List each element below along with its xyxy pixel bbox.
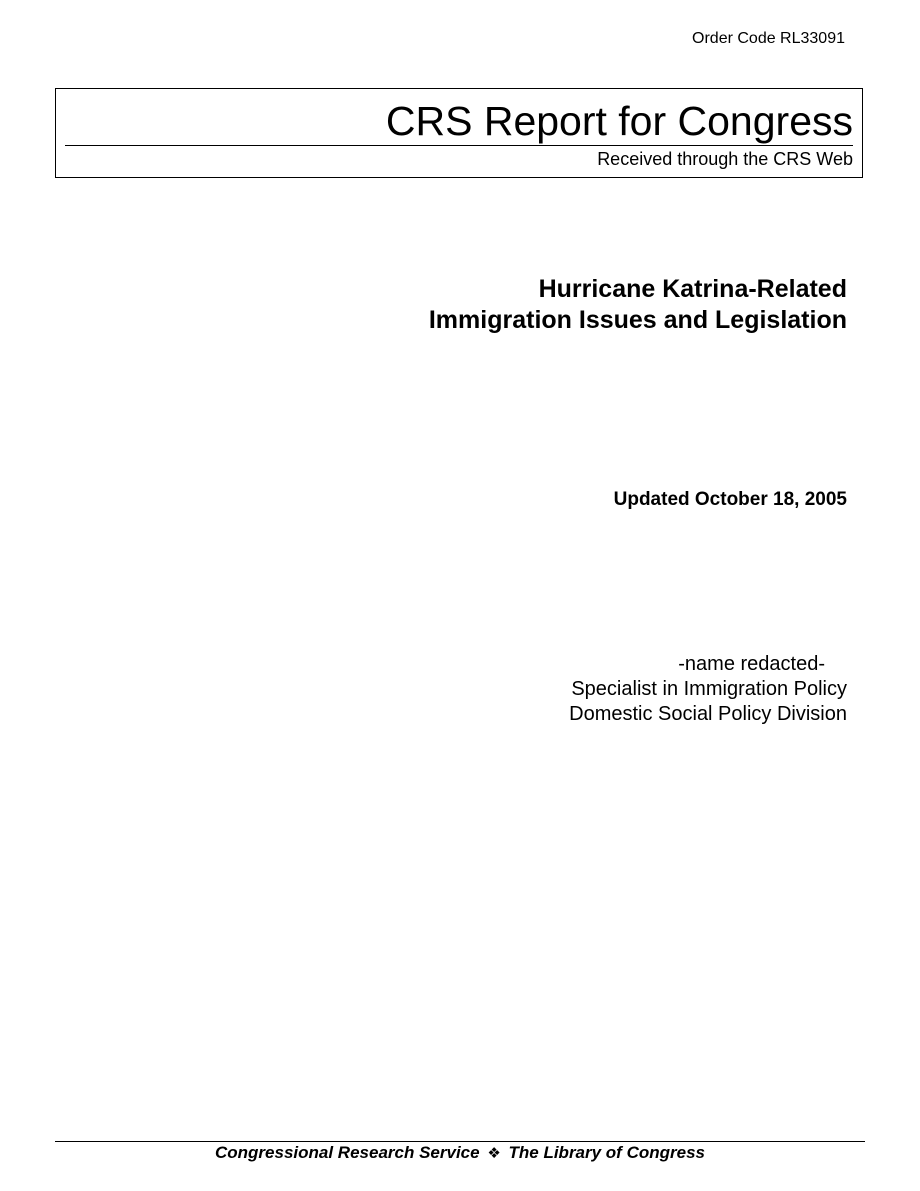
updated-date: Updated October 18, 2005 xyxy=(613,489,847,510)
footer-organization: Congressional Research Service xyxy=(215,1143,480,1162)
author-name: -name redacted- xyxy=(678,653,825,675)
footer-library: The Library of Congress xyxy=(508,1143,705,1162)
header-divider xyxy=(65,145,853,146)
report-series-subtitle: Received through the CRS Web xyxy=(597,149,853,169)
report-series-title: CRS Report for Congress xyxy=(385,98,853,144)
report-title-line-1: Hurricane Katrina-Related xyxy=(538,275,847,303)
order-code: Order Code RL33091 xyxy=(692,30,845,47)
author-division: Domestic Social Policy Division xyxy=(569,703,847,725)
author-block xyxy=(569,652,847,727)
diamond-separator-icon: ❖ xyxy=(487,1145,501,1162)
footer-divider xyxy=(55,1141,865,1142)
report-title xyxy=(429,274,847,336)
author-position: Specialist in Immigration Policy xyxy=(571,678,847,700)
report-title-line-2: Immigration Issues and Legislation xyxy=(428,306,847,334)
footer xyxy=(0,1143,920,1164)
report-header-box xyxy=(55,88,863,178)
